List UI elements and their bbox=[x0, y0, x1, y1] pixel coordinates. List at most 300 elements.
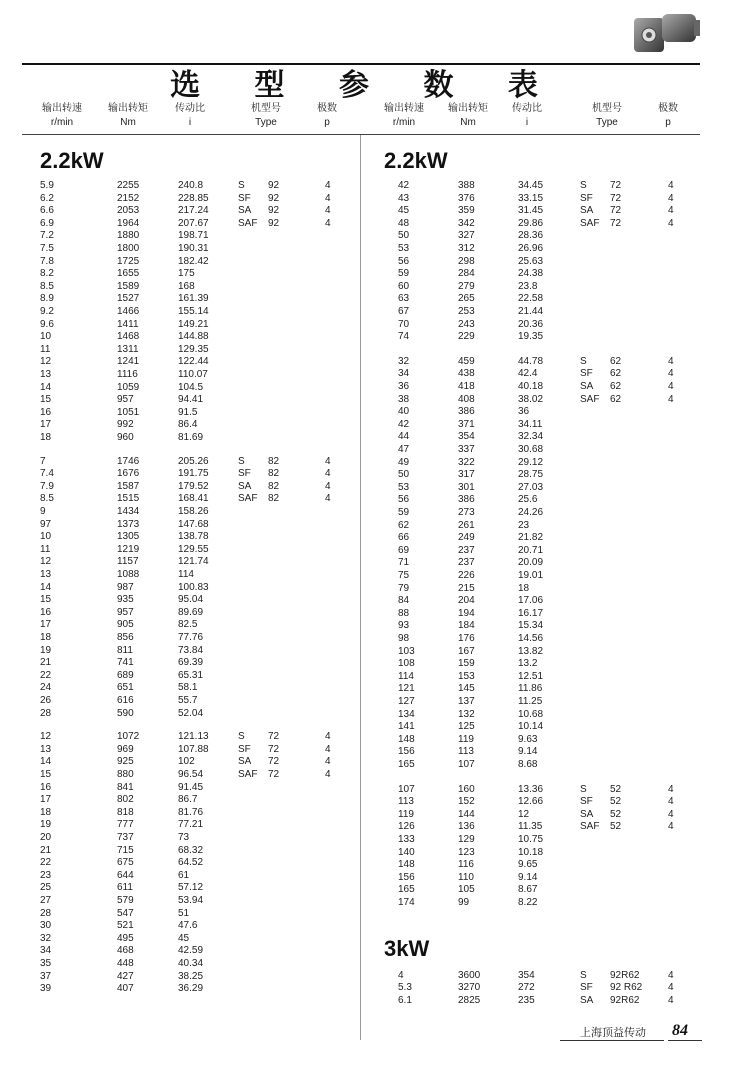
output-speed: 16 bbox=[40, 406, 52, 418]
output-torque: 1468 bbox=[117, 331, 140, 343]
output-speed: 16 bbox=[40, 606, 52, 618]
output-speed: 49 bbox=[398, 456, 410, 468]
ratio: 26.96 bbox=[518, 243, 544, 254]
ratio: 114 bbox=[178, 569, 194, 580]
output-speed: 35 bbox=[40, 958, 52, 969]
output-speed: 70 bbox=[398, 318, 410, 330]
output-torque: 3600 bbox=[458, 969, 481, 981]
ratio: 36 bbox=[518, 406, 530, 418]
output-speed: 39 bbox=[40, 983, 52, 995]
output-torque: 243 bbox=[458, 318, 475, 330]
type-prefix: SF bbox=[238, 468, 251, 480]
output-torque: 651 bbox=[117, 682, 134, 694]
output-torque: 327 bbox=[458, 230, 475, 242]
output-speed: 69 bbox=[398, 544, 410, 556]
output-torque: 579 bbox=[117, 895, 134, 906]
type-prefix: SF bbox=[580, 982, 593, 994]
output-speed: 107 bbox=[398, 783, 415, 795]
output-speed: 93 bbox=[398, 620, 410, 632]
output-torque: 265 bbox=[458, 293, 475, 305]
output-torque: 1800 bbox=[117, 243, 140, 254]
output-torque: 137 bbox=[458, 696, 475, 707]
column-header-unit: Type bbox=[255, 117, 277, 128]
output-torque: 644 bbox=[117, 869, 134, 881]
type-prefix: SF bbox=[238, 743, 251, 755]
output-speed: 63 bbox=[398, 293, 410, 305]
output-speed: 43 bbox=[398, 192, 410, 204]
column-header-label: 输出转矩 bbox=[108, 103, 148, 114]
type-prefix: SF bbox=[580, 192, 593, 204]
type-prefix: SAF bbox=[580, 393, 600, 405]
output-torque: 689 bbox=[117, 669, 134, 681]
output-torque: 737 bbox=[117, 832, 134, 843]
poles: 4 bbox=[668, 355, 674, 367]
output-speed: 126 bbox=[398, 821, 415, 833]
output-speed: 40 bbox=[398, 406, 410, 418]
output-torque: 777 bbox=[117, 819, 134, 831]
output-speed: 6.1 bbox=[398, 994, 412, 1006]
output-torque: 1219 bbox=[117, 543, 140, 555]
ratio: 18 bbox=[518, 582, 530, 594]
gear-motor-image bbox=[632, 10, 702, 58]
ratio: 30.68 bbox=[518, 444, 544, 455]
output-speed: 97 bbox=[40, 518, 52, 530]
output-torque: 1311 bbox=[117, 343, 139, 355]
ratio: 161.39 bbox=[178, 293, 209, 305]
ratio: 81.69 bbox=[178, 432, 204, 443]
ratio: 168.41 bbox=[178, 493, 209, 505]
ratio: 52.04 bbox=[178, 707, 204, 719]
output-speed: 18 bbox=[40, 806, 52, 818]
output-speed: 14 bbox=[40, 381, 52, 393]
type-size: 82 bbox=[268, 468, 280, 480]
output-torque: 2053 bbox=[117, 205, 140, 217]
footer-rule-2 bbox=[668, 1040, 702, 1041]
output-torque: 521 bbox=[117, 920, 134, 932]
output-torque: 1880 bbox=[117, 230, 140, 242]
ratio: 240.8 bbox=[178, 180, 204, 191]
output-torque: 1655 bbox=[117, 268, 140, 280]
ratio: 121.74 bbox=[178, 556, 209, 568]
ratio: 190.31 bbox=[178, 243, 209, 254]
output-speed: 21 bbox=[40, 844, 52, 856]
output-torque: 136 bbox=[458, 821, 475, 833]
output-speed: 71 bbox=[398, 557, 410, 569]
output-torque: 407 bbox=[117, 983, 134, 995]
output-speed: 156 bbox=[398, 746, 415, 758]
ratio: 10.75 bbox=[518, 834, 544, 845]
output-speed: 7.2 bbox=[40, 230, 54, 242]
type-prefix: S bbox=[580, 969, 587, 981]
output-speed: 42 bbox=[398, 180, 410, 191]
ratio: 47.6 bbox=[178, 920, 198, 932]
output-speed: 12 bbox=[40, 731, 52, 743]
ratio: 91.45 bbox=[178, 781, 204, 793]
output-torque: 811 bbox=[117, 644, 133, 656]
output-torque: 2825 bbox=[458, 994, 481, 1006]
ratio: 42.4 bbox=[518, 368, 538, 380]
output-torque: 1157 bbox=[117, 556, 139, 568]
column-header-unit: i bbox=[188, 117, 192, 128]
output-speed: 25 bbox=[40, 882, 52, 894]
output-speed: 174 bbox=[398, 897, 415, 908]
ratio: 24.38 bbox=[518, 268, 544, 280]
output-torque: 159 bbox=[458, 658, 475, 670]
poles: 4 bbox=[325, 743, 331, 755]
ratio: 23 bbox=[518, 519, 530, 531]
type-size: 92 bbox=[268, 192, 280, 204]
output-torque: 160 bbox=[458, 783, 475, 795]
ratio: 25.6 bbox=[518, 494, 538, 506]
ratio: 182.42 bbox=[178, 255, 209, 267]
type-size: 92R62 bbox=[610, 969, 640, 981]
output-speed: 13 bbox=[40, 569, 52, 580]
ratio: 29.86 bbox=[518, 217, 544, 229]
output-speed: 26 bbox=[40, 695, 52, 706]
type-size: 72 bbox=[268, 731, 280, 743]
output-torque: 1527 bbox=[117, 293, 140, 305]
output-speed: 74 bbox=[398, 331, 410, 343]
column-header-unit: Nm bbox=[120, 117, 136, 128]
poles: 4 bbox=[325, 217, 331, 229]
output-speed: 59 bbox=[398, 507, 410, 518]
ratio: 9.65 bbox=[518, 859, 538, 871]
ratio: 64.52 bbox=[178, 857, 204, 869]
output-speed: 10 bbox=[40, 531, 52, 543]
ratio: 16.17 bbox=[518, 607, 544, 619]
ratio: 89.69 bbox=[178, 606, 204, 618]
output-speed: 28 bbox=[40, 707, 52, 719]
type-prefix: SA bbox=[580, 808, 594, 820]
ratio: 17.06 bbox=[518, 595, 544, 607]
output-torque: 99 bbox=[458, 897, 470, 908]
output-speed: 11 bbox=[40, 543, 51, 555]
output-torque: 354 bbox=[458, 431, 475, 443]
poles: 4 bbox=[668, 821, 674, 833]
ratio: 155.14 bbox=[178, 306, 209, 317]
output-torque: 590 bbox=[117, 707, 134, 719]
ratio: 235 bbox=[518, 994, 535, 1006]
output-torque: 468 bbox=[117, 945, 134, 957]
output-speed: 6.9 bbox=[40, 217, 54, 229]
output-speed: 18 bbox=[40, 632, 52, 643]
type-size: 72 bbox=[268, 743, 280, 755]
output-torque: 215 bbox=[458, 582, 475, 594]
ratio: 13.2 bbox=[518, 658, 538, 670]
ratio: 94.41 bbox=[178, 394, 204, 406]
output-torque: 359 bbox=[458, 205, 475, 217]
output-speed: 5.9 bbox=[40, 180, 54, 191]
type-prefix: SA bbox=[238, 480, 252, 492]
type-prefix: SA bbox=[238, 756, 252, 768]
type-size: 92 R62 bbox=[610, 982, 643, 994]
type-size: 72 bbox=[610, 217, 622, 229]
output-torque: 388 bbox=[458, 180, 475, 191]
ratio: 107.88 bbox=[178, 743, 209, 755]
output-torque: 317 bbox=[458, 469, 475, 481]
ratio: 65.31 bbox=[178, 669, 204, 681]
output-speed: 24 bbox=[40, 682, 52, 694]
poles: 4 bbox=[325, 205, 331, 217]
output-speed: 37 bbox=[40, 970, 52, 982]
output-torque: 279 bbox=[458, 280, 475, 292]
output-speed: 60 bbox=[398, 280, 410, 292]
output-torque: 427 bbox=[117, 970, 134, 982]
output-speed: 79 bbox=[398, 582, 410, 594]
output-speed: 38 bbox=[398, 393, 410, 405]
type-prefix: SAF bbox=[238, 217, 258, 229]
output-torque: 418 bbox=[458, 381, 475, 392]
ratio: 129.55 bbox=[178, 543, 209, 555]
poles: 4 bbox=[325, 756, 331, 768]
ratio: 175 bbox=[178, 268, 195, 280]
output-speed: 8.5 bbox=[40, 493, 54, 505]
output-speed: 19 bbox=[40, 644, 52, 656]
poles: 4 bbox=[668, 217, 674, 229]
poles: 4 bbox=[668, 796, 674, 808]
output-speed: 66 bbox=[398, 532, 410, 544]
output-speed: 9.6 bbox=[40, 318, 54, 330]
type-prefix: SAF bbox=[238, 493, 258, 505]
column-header-unit: i bbox=[525, 117, 529, 128]
type-prefix: SAF bbox=[580, 821, 600, 833]
poles: 4 bbox=[325, 180, 331, 191]
column-header-unit: Nm bbox=[460, 117, 476, 128]
ratio: 95.04 bbox=[178, 594, 204, 606]
column-header-label: 传动比 bbox=[512, 103, 542, 114]
output-speed: 165 bbox=[398, 884, 415, 896]
column-header-label: 机型号 bbox=[592, 103, 622, 114]
type-size: 62 bbox=[610, 381, 622, 392]
ratio: 77.21 bbox=[178, 819, 204, 831]
output-speed: 7 bbox=[40, 455, 46, 467]
output-torque: 110 bbox=[458, 871, 474, 883]
output-speed: 114 bbox=[398, 670, 414, 682]
ratio: 8.68 bbox=[518, 759, 538, 770]
type-prefix: SA bbox=[580, 381, 594, 392]
type-prefix: S bbox=[580, 355, 587, 367]
poles: 4 bbox=[668, 205, 674, 217]
output-torque: 125 bbox=[458, 721, 475, 733]
output-speed: 45 bbox=[398, 205, 410, 217]
ratio: 73.84 bbox=[178, 644, 204, 656]
output-torque: 1676 bbox=[117, 468, 140, 480]
ratio: 8.22 bbox=[518, 897, 538, 908]
output-torque: 105 bbox=[458, 884, 475, 896]
ratio: 13.82 bbox=[518, 645, 544, 657]
output-torque: 386 bbox=[458, 406, 475, 418]
output-speed: 56 bbox=[398, 494, 410, 506]
output-speed: 50 bbox=[398, 230, 410, 242]
ratio: 82.5 bbox=[178, 619, 198, 631]
ratio: 207.67 bbox=[178, 217, 209, 229]
poles: 4 bbox=[325, 468, 331, 480]
column-divider bbox=[360, 135, 361, 1040]
output-torque: 1466 bbox=[117, 306, 140, 317]
output-torque: 992 bbox=[117, 419, 134, 431]
ratio: 104.5 bbox=[178, 381, 204, 393]
output-speed: 11 bbox=[40, 343, 51, 355]
output-speed: 75 bbox=[398, 570, 410, 581]
output-speed: 8.2 bbox=[40, 268, 54, 280]
output-speed: 50 bbox=[398, 469, 410, 481]
ratio: 33.15 bbox=[518, 192, 544, 204]
ratio: 149.21 bbox=[178, 318, 209, 330]
type-size: 72 bbox=[268, 756, 280, 768]
output-torque: 152 bbox=[458, 796, 475, 808]
output-torque: 802 bbox=[117, 794, 134, 806]
output-speed: 156 bbox=[398, 871, 415, 883]
output-torque: 611 bbox=[117, 882, 133, 894]
output-speed: 32 bbox=[398, 355, 410, 367]
output-speed: 48 bbox=[398, 217, 410, 229]
output-torque: 312 bbox=[458, 243, 475, 254]
output-torque: 2152 bbox=[117, 192, 140, 204]
output-speed: 44 bbox=[398, 431, 410, 443]
type-prefix: S bbox=[238, 731, 245, 743]
ratio: 34.11 bbox=[518, 418, 543, 430]
type-size: 82 bbox=[268, 493, 280, 505]
output-torque: 113 bbox=[458, 746, 474, 758]
output-torque: 957 bbox=[117, 394, 134, 406]
ratio: 28.36 bbox=[518, 230, 544, 242]
type-size: 92R62 bbox=[610, 994, 640, 1006]
output-torque: 448 bbox=[117, 958, 134, 969]
output-speed: 113 bbox=[398, 796, 414, 808]
column-header-unit: r/min bbox=[392, 117, 416, 128]
ratio: 27.03 bbox=[518, 481, 544, 493]
ratio: 100.83 bbox=[178, 581, 209, 593]
type-prefix: SF bbox=[580, 368, 593, 380]
output-torque: 960 bbox=[117, 432, 134, 443]
type-size: 72 bbox=[610, 205, 622, 217]
poles: 4 bbox=[668, 381, 674, 392]
output-torque: 237 bbox=[458, 544, 475, 556]
output-torque: 2255 bbox=[117, 180, 140, 191]
ratio: 144.88 bbox=[178, 331, 209, 343]
ratio: 19.35 bbox=[518, 331, 544, 343]
output-torque: 253 bbox=[458, 306, 475, 317]
type-size: 72 bbox=[610, 180, 622, 191]
output-torque: 184 bbox=[458, 620, 475, 632]
column-header-unit: p bbox=[665, 117, 671, 128]
output-speed: 16 bbox=[40, 781, 52, 793]
output-speed: 53 bbox=[398, 243, 410, 254]
output-torque: 261 bbox=[458, 519, 475, 531]
ratio: 61 bbox=[178, 869, 190, 881]
ratio: 21.44 bbox=[518, 306, 544, 317]
ratio: 217.24 bbox=[178, 205, 209, 217]
ratio: 32.34 bbox=[518, 431, 544, 443]
ratio: 21.82 bbox=[518, 532, 544, 544]
ratio: 122.44 bbox=[178, 356, 209, 368]
type-prefix: S bbox=[580, 783, 587, 795]
ratio: 23.8 bbox=[518, 280, 538, 292]
output-speed: 12 bbox=[40, 356, 52, 368]
type-size: 62 bbox=[610, 368, 622, 380]
ratio: 9.14 bbox=[518, 746, 538, 758]
output-torque: 1072 bbox=[117, 731, 140, 743]
ratio: 11.86 bbox=[518, 683, 543, 695]
ratio: 102 bbox=[178, 756, 195, 768]
ratio: 10.14 bbox=[518, 721, 544, 733]
poles: 4 bbox=[325, 455, 331, 467]
ratio: 40.34 bbox=[178, 958, 204, 969]
type-size: 52 bbox=[610, 783, 622, 795]
output-speed: 9.2 bbox=[40, 306, 54, 317]
output-torque: 167 bbox=[458, 645, 475, 657]
poles: 4 bbox=[668, 192, 674, 204]
ratio: 91.5 bbox=[178, 406, 198, 418]
ratio: 20.36 bbox=[518, 318, 544, 330]
output-torque: 194 bbox=[458, 607, 475, 619]
poles: 4 bbox=[668, 808, 674, 820]
output-torque: 226 bbox=[458, 570, 475, 581]
output-speed: 7.5 bbox=[40, 243, 54, 254]
output-speed: 7.8 bbox=[40, 255, 54, 267]
output-speed: 4 bbox=[398, 969, 404, 981]
output-torque: 818 bbox=[117, 806, 134, 818]
poles: 4 bbox=[325, 192, 331, 204]
ratio: 13.36 bbox=[518, 783, 544, 795]
output-speed: 56 bbox=[398, 255, 410, 267]
output-torque: 1241 bbox=[117, 356, 140, 368]
output-speed: 67 bbox=[398, 306, 410, 317]
output-torque: 1116 bbox=[117, 369, 138, 380]
ratio: 198.71 bbox=[178, 230, 209, 242]
type-size: 52 bbox=[610, 796, 622, 808]
output-speed: 119 bbox=[398, 808, 414, 820]
output-speed: 34 bbox=[40, 945, 52, 957]
column-header-label: 输出转速 bbox=[384, 103, 424, 114]
output-torque: 841 bbox=[117, 781, 134, 793]
ratio: 22.58 bbox=[518, 293, 544, 305]
output-torque: 3270 bbox=[458, 982, 481, 994]
type-prefix: S bbox=[580, 180, 587, 191]
ratio: 77.76 bbox=[178, 632, 204, 643]
ratio: 228.85 bbox=[178, 192, 209, 204]
output-speed: 15 bbox=[40, 769, 52, 780]
ratio: 38.02 bbox=[518, 393, 544, 405]
type-size: 62 bbox=[610, 355, 622, 367]
output-speed: 62 bbox=[398, 519, 410, 531]
output-speed: 27 bbox=[40, 895, 52, 906]
output-speed: 13 bbox=[40, 743, 52, 755]
output-speed: 22 bbox=[40, 857, 52, 869]
ratio: 42.59 bbox=[178, 945, 204, 957]
type-prefix: S bbox=[238, 180, 245, 191]
poles: 4 bbox=[668, 393, 674, 405]
output-speed: 17 bbox=[40, 619, 52, 631]
type-prefix: SAF bbox=[580, 217, 600, 229]
ratio: 68.32 bbox=[178, 844, 204, 856]
output-torque: 1411 bbox=[117, 318, 139, 330]
ratio: 15.34 bbox=[518, 620, 544, 632]
output-speed: 127 bbox=[398, 696, 415, 707]
type-size: 72 bbox=[610, 192, 622, 204]
output-torque: 301 bbox=[458, 481, 475, 493]
poles: 4 bbox=[668, 180, 674, 191]
ratio: 138.78 bbox=[178, 531, 209, 543]
type-size: 82 bbox=[268, 480, 280, 492]
type-prefix: SF bbox=[238, 192, 251, 204]
output-speed: 21 bbox=[40, 657, 52, 669]
ratio: 110.07 bbox=[178, 369, 208, 380]
output-speed: 34 bbox=[398, 368, 410, 380]
output-torque: 284 bbox=[458, 268, 475, 280]
output-speed: 7.4 bbox=[40, 468, 54, 480]
output-torque: 675 bbox=[117, 857, 134, 869]
